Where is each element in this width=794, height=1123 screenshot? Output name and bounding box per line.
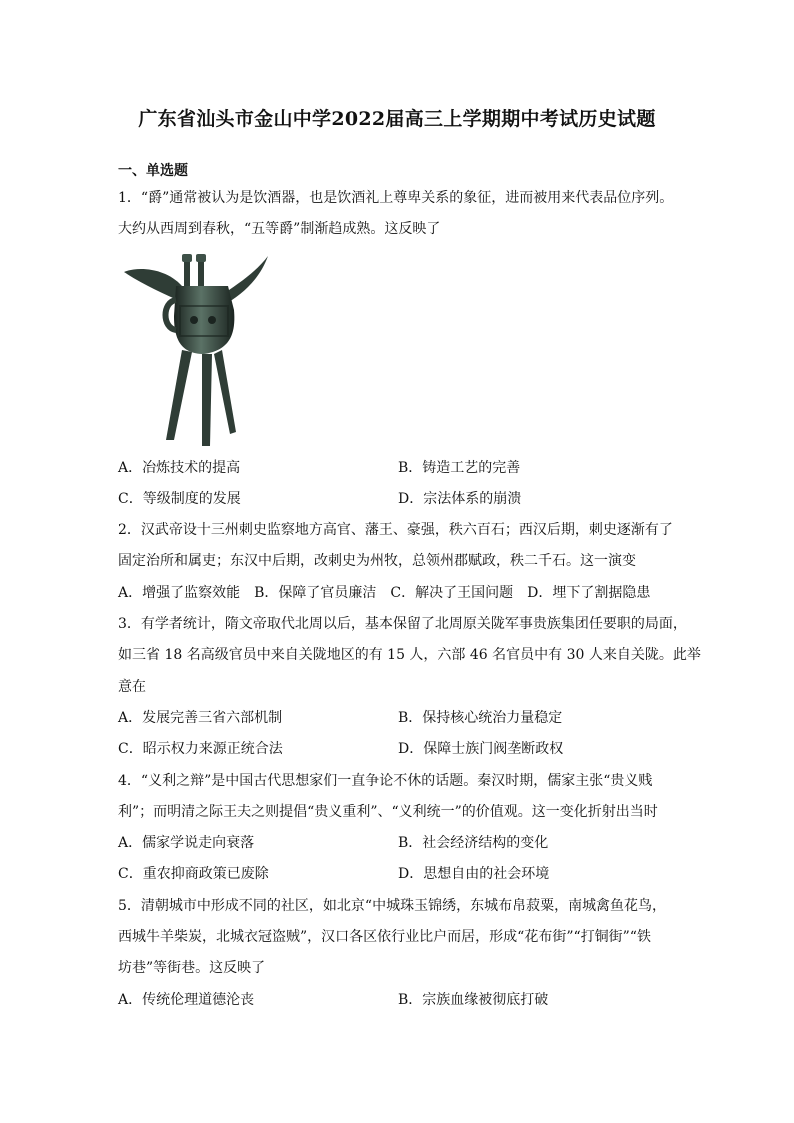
section-heading: 一、单选题 <box>118 163 188 179</box>
q2-line-1: 2．汉武帝设十三州刺史监察地方高官、藩王、豪强，秩六百石；西汉后期，刺史逐渐有了 <box>118 522 673 538</box>
q3-option-a: A．发展完善三省六部机制 <box>118 710 283 726</box>
q4-option-d: D．思想自由的社会环境 <box>398 866 550 882</box>
q2-line-2: 固定治所和属吏；东汉中后期，改刺史为州牧，总领州郡赋政，秩二千石。这一演变 <box>118 553 636 569</box>
q3-option-b: B．保持核心统治力量稳定 <box>398 710 563 726</box>
q1-option-b: B．铸造工艺的完善 <box>398 460 521 476</box>
q3-line-1: 3．有学者统计，隋文帝取代北周以后，基本保留了北周原关陇军事贵族集团任要职的局面， <box>118 616 687 632</box>
q3-line-3: 意在 <box>118 679 146 695</box>
q5-line-3: 坊巷”等街巷。这反映了 <box>118 960 266 976</box>
q4-line-2: 利”；而明清之际王夫之则提倡“贵义重利”、“义利统一”的价值观。这一变化折射出当时 <box>118 804 658 820</box>
q1-option-d: D．宗法体系的崩溃 <box>398 491 522 507</box>
page-title: 广东省汕头市金山中学2022届高三上学期期中考试历史试题 <box>138 108 656 130</box>
q4-option-a: A．儒家学说走向衰落 <box>118 835 255 851</box>
q2-options: A．增强了监察效能 B．保障了官员廉洁 C．解决了王国问题 D．埋下了割据隐患 <box>118 585 651 601</box>
bronze-jue-vessel-image <box>118 250 278 450</box>
q5-line-1: 5．清朝城市中形成不同的社区，如北京“中城珠玉锦绣，东城布帛菽粟，南城禽鱼花鸟， <box>118 898 667 914</box>
q5-option-a: A．传统伦理道德沦丧 <box>118 992 255 1008</box>
q3-line-2: 如三省 18 名高级官员中来自关陇地区的有 15 人，六部 46 名官员中有 30 人来自关陇。此举 <box>118 647 701 663</box>
q1-line-1: 1．“爵”通常被认为是饮酒器，也是饮酒礼上尊卑关系的象征，进而被用来代表品位序列。 <box>118 190 674 206</box>
q4-option-b: B．社会经济结构的变化 <box>398 835 549 851</box>
q1-option-c: C．等级制度的发展 <box>118 491 241 507</box>
q1-option-a: A．冶炼技术的提高 <box>118 460 241 476</box>
q4-line-1: 4．“义利之辩”是中国古代思想家们一直争论不休的话题。秦汉时期，儒家主张“贵义贱 <box>118 773 653 789</box>
q3-option-c: C．昭示权力来源正统合法 <box>118 741 283 757</box>
q1-line-2: 大约从西周到春秋，“五等爵”制渐趋成熟。这反映了 <box>118 221 441 237</box>
q5-line-2: 西城牛羊柴炭，北城衣冠盗贼”，汉口各区依行业比户而居，形成“花布街”“打铜街”“铁 <box>118 929 651 945</box>
q5-option-b: B．宗族血缘被彻底打破 <box>398 992 549 1008</box>
q4-option-c: C．重农抑商政策已废除 <box>118 866 269 882</box>
q3-option-d: D．保障士族门阀垄断政权 <box>398 741 564 757</box>
